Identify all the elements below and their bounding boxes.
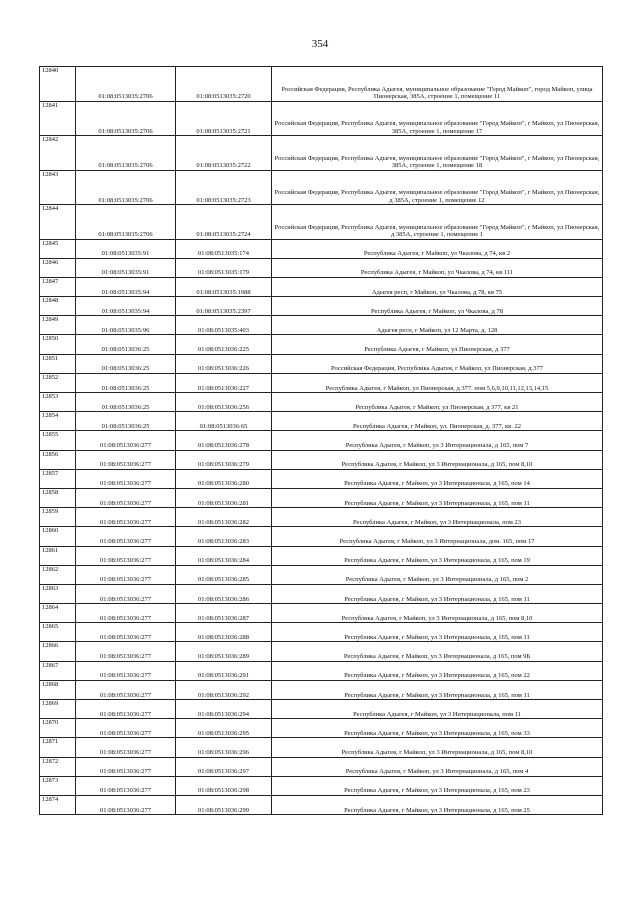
cadastral-number-cell: 01:08:0513036:284 (176, 546, 272, 565)
cadastral-number-cell: 01:08:0513036:289 (176, 642, 272, 661)
table-row (40, 431, 603, 450)
address-cell: Российская Федерация, Республика Адыгея, муниципальное образование "Город Майкоп", г Майкоп, ул Пионерская, 385А, строение 1, помещение 17 (272, 101, 603, 136)
parent-cadastral-number-cell: 01:08:0513036:277 (76, 527, 176, 546)
row-number-cell: 12872 (40, 757, 76, 776)
table-row (40, 488, 603, 507)
table-row (40, 450, 603, 469)
row-number-cell: 12849 (40, 316, 76, 335)
row-number-cell: 12847 (40, 277, 76, 296)
table-row (40, 277, 603, 296)
address-cell: Республика Адыгея, г Майкоп, ул Пионерская, д 377. пом 5,6,9,10,11,12,13,14,15 (272, 373, 603, 392)
address-cell: Республика Адыгея, г Майкоп, ул Чкалова, д 78 (272, 297, 603, 316)
cadastral-number-cell: 01:08:0513036:226 (176, 354, 272, 373)
cadastral-table (39, 66, 603, 815)
row-number-cell: 12857 (40, 469, 76, 488)
address-cell: Республика Адыгея, г Майкоп, ул 3 Интернационала, д 165, пом 9Б (272, 642, 603, 661)
parent-cadastral-number-cell: 01:08:0513036:25 (76, 335, 176, 354)
parent-cadastral-number-cell: 01:08:0513036:277 (76, 431, 176, 450)
cadastral-number-cell: 01:08:0513035:2720 (176, 67, 272, 102)
cadastral-number-cell: 01:08:0513036:227 (176, 373, 272, 392)
parent-cadastral-number-cell: 01:08:0513036:277 (76, 508, 176, 527)
parent-cadastral-number-cell: 01:08:0513036:277 (76, 604, 176, 623)
row-number-cell: 12848 (40, 297, 76, 316)
parent-cadastral-number-cell: 01:08:0513035:91 (76, 258, 176, 277)
row-number-cell: 12862 (40, 565, 76, 584)
cadastral-number-cell: 01:08:0513035:2722 (176, 136, 272, 171)
cadastral-number-cell: 01:08:0513035:2721 (176, 101, 272, 136)
address-cell: Республика Адыгея, г Майкоп, ул 3 Интернационала, д 165, пом 11 (272, 623, 603, 642)
cadastral-number-cell: 01:08:0513035:2724 (176, 205, 272, 240)
table-row (40, 757, 603, 776)
parent-cadastral-number-cell: 01:08:0513035:2706 (76, 205, 176, 240)
address-cell: Республика Адыгея, г Майкоп, ул 3 Интернационала, д 165, пом 8,10 (272, 738, 603, 757)
parent-cadastral-number-cell: 01:08:0513036:277 (76, 700, 176, 719)
cadastral-number-cell: 01:08:0513036:280 (176, 469, 272, 488)
row-number-cell: 12845 (40, 239, 76, 258)
row-number-cell: 12865 (40, 623, 76, 642)
parent-cadastral-number-cell: 01:08:0513036:277 (76, 623, 176, 642)
parent-cadastral-number-cell: 01:08:0513036:277 (76, 642, 176, 661)
table-row (40, 101, 603, 136)
table-row (40, 700, 603, 719)
cadastral-number-cell: 01:08:0513036:297 (176, 757, 272, 776)
parent-cadastral-number-cell: 01:08:0513036:277 (76, 795, 176, 814)
table-row (40, 469, 603, 488)
row-number-cell: 12859 (40, 508, 76, 527)
address-cell: Адыгея респ, г Майкоп, ул 12 Марта, д. 128 (272, 316, 603, 335)
table-row (40, 642, 603, 661)
cadastral-number-cell: 01:08:0513036:292 (176, 680, 272, 699)
table-row (40, 527, 603, 546)
table-row (40, 776, 603, 795)
row-number-cell: 12868 (40, 680, 76, 699)
row-number-cell: 12863 (40, 584, 76, 603)
cadastral-number-cell: 01:08:0513036:225 (176, 335, 272, 354)
row-number-cell: 12858 (40, 488, 76, 507)
cadastral-number-cell: 01:08:0513036:296 (176, 738, 272, 757)
table-row (40, 170, 603, 205)
table-row (40, 680, 603, 699)
row-number-cell: 12856 (40, 450, 76, 469)
row-number-cell: 12846 (40, 258, 76, 277)
parent-cadastral-number-cell: 01:08:0513036:25 (76, 354, 176, 373)
cadastral-number-cell: 01:08:0513036:288 (176, 623, 272, 642)
table-row (40, 604, 603, 623)
table-row (40, 795, 603, 814)
address-cell: Республика Адыгея, г Майкоп, ул 3 Интернационала, д 165, пом 8,10 (272, 450, 603, 469)
table-row (40, 719, 603, 738)
table-row (40, 373, 603, 392)
parent-cadastral-number-cell: 01:08:0513036:277 (76, 565, 176, 584)
parent-cadastral-number-cell: 01:08:0513036:277 (76, 757, 176, 776)
table-row (40, 335, 603, 354)
address-cell: Республика Адыгея, г Майкоп, ул 3 Интернационала, д 165, пом 4 (272, 757, 603, 776)
cadastral-number-cell: 01:08:0513036:283 (176, 527, 272, 546)
parent-cadastral-number-cell: 01:08:0513036:277 (76, 738, 176, 757)
address-cell: Республика Адыгея, г Майкоп, ул 3 Интернационала, д 165, пом 22 (272, 661, 603, 680)
row-number-cell: 12866 (40, 642, 76, 661)
table-row (40, 738, 603, 757)
parent-cadastral-number-cell: 01:08:0513036:25 (76, 373, 176, 392)
cadastral-number-cell: 01:08:0513035:179 (176, 258, 272, 277)
address-cell: Республика Адыгея, г Майкоп, ул Чкалова, д 74, кв 111 (272, 258, 603, 277)
table-row (40, 623, 603, 642)
cadastral-number-cell: 01:08:0513036:256 (176, 393, 272, 412)
address-cell: Республика Адыгея, г Майкоп, ул 3 Интернационала, д 165, пом 33 (272, 719, 603, 738)
table-body (40, 67, 603, 815)
address-cell: Республика Адыгея, г Майкоп, ул 3 Интернационала, д 165, пом 11 (272, 680, 603, 699)
parent-cadastral-number-cell: 01:08:0513035:96 (76, 316, 176, 335)
row-number-cell: 12841 (40, 101, 76, 136)
cadastral-number-cell: 01:08:0513036:279 (176, 450, 272, 469)
address-cell: Республика Адыгея, г Майкоп, ул 3 Интернационала, д 165, пом 25 (272, 795, 603, 814)
row-number-cell: 12843 (40, 170, 76, 205)
table-row (40, 661, 603, 680)
cadastral-number-cell: 01:08:0513036:299 (176, 795, 272, 814)
row-number-cell: 12840 (40, 67, 76, 102)
parent-cadastral-number-cell: 01:08:0513036:277 (76, 776, 176, 795)
table-row (40, 354, 603, 373)
address-cell: Российская Федерация, Республика Адыгея, муниципальное образование "Город Майкоп", город Майкоп, улица Пионерская, 385А, строение 1, помещение 11 (272, 67, 603, 102)
cadastral-number-cell: 01:08:0513036:65 (176, 412, 272, 431)
address-cell: Республика Адыгея, г Майкоп, ул 3 Интернационала, д 165, пом 7 (272, 431, 603, 450)
address-cell: Республика Адыгея, г Майкоп, ул. Пионерская, д. 377, кв. 22 (272, 412, 603, 431)
cadastral-number-cell: 01:08:0513035:2397 (176, 297, 272, 316)
cadastral-number-cell: 01:08:0513036:294 (176, 700, 272, 719)
parent-cadastral-number-cell: 01:08:0513035:2706 (76, 170, 176, 205)
table-row (40, 316, 603, 335)
parent-cadastral-number-cell: 01:08:0513035:2706 (76, 67, 176, 102)
address-cell: Республика Адыгея, г Майкоп, ул 3 Интернационала, пом 11 (272, 700, 603, 719)
table-row (40, 565, 603, 584)
cadastral-number-cell: 01:08:0513036:287 (176, 604, 272, 623)
row-number-cell: 12867 (40, 661, 76, 680)
address-cell: Республика Адыгея, г Майкоп, ул 3 Интернационала, д 165, пом 11 (272, 584, 603, 603)
cadastral-number-cell: 01:08:0513035:1988 (176, 277, 272, 296)
row-number-cell: 12855 (40, 431, 76, 450)
page-number: 354 (311, 38, 329, 50)
table-row (40, 584, 603, 603)
address-cell: Республика Адыгея, г Майкоп, ул 3 Интернационала, пом 23 (272, 508, 603, 527)
parent-cadastral-number-cell: 01:08:0513035:94 (76, 297, 176, 316)
row-number-cell: 12871 (40, 738, 76, 757)
row-number-cell: 12852 (40, 373, 76, 392)
address-cell: Российская Федерация, Республика Адыгея, муниципальное образование "Город Майкоп", г Майкоп, ул Пионерская, д 385А, строение 1, помещение 12 (272, 170, 603, 205)
cadastral-number-cell: 01:08:0513036:291 (176, 661, 272, 680)
row-number-cell: 12874 (40, 795, 76, 814)
cadastral-number-cell: 01:08:0513036:298 (176, 776, 272, 795)
row-number-cell: 12861 (40, 546, 76, 565)
row-number-cell: 12864 (40, 604, 76, 623)
parent-cadastral-number-cell: 01:08:0513036:277 (76, 584, 176, 603)
address-cell: Республика Адыгея, г Майкоп, ул 3 Интернационала, дом. 165, пом 17 (272, 527, 603, 546)
address-cell: Адыгея респ, г Майкоп, ул Чкалова, д 78, кв 75 (272, 277, 603, 296)
parent-cadastral-number-cell: 01:08:0513036:277 (76, 488, 176, 507)
table-row (40, 205, 603, 240)
parent-cadastral-number-cell: 01:08:0513036:25 (76, 412, 176, 431)
parent-cadastral-number-cell: 01:08:0513035:94 (76, 277, 176, 296)
row-number-cell: 12842 (40, 136, 76, 171)
address-cell: Республика Адыгея, г Майкоп, ул 3 Интернационала, д 165, пом 2 (272, 565, 603, 584)
row-number-cell: 12854 (40, 412, 76, 431)
address-cell: Российская Федерация, Республика Адыгея, муниципальное образование "Город Майкоп", г Майкоп, ул Пионерская, 385А, строение 1, помещение 18 (272, 136, 603, 171)
parent-cadastral-number-cell: 01:08:0513036:277 (76, 719, 176, 738)
parent-cadastral-number-cell: 01:08:0513036:277 (76, 661, 176, 680)
row-number-cell: 12869 (40, 700, 76, 719)
table-row (40, 297, 603, 316)
cadastral-number-cell: 01:08:0513036:281 (176, 488, 272, 507)
cadastral-number-cell: 01:08:0513036:295 (176, 719, 272, 738)
row-number-cell: 12851 (40, 354, 76, 373)
address-cell: Республика Адыгея, г Майкоп, ул Чкалова, д 74, кв 2 (272, 239, 603, 258)
row-number-cell: 12844 (40, 205, 76, 240)
cadastral-number-cell: 01:08:0513035:174 (176, 239, 272, 258)
table-row (40, 412, 603, 431)
row-number-cell: 12853 (40, 393, 76, 412)
cadastral-number-cell: 01:08:0513036:278 (176, 431, 272, 450)
address-cell: Республика Адыгея, г Майкоп, ул 3 Интернационала, д 165, пом 14 (272, 469, 603, 488)
address-cell: Российская Федерация, Республика Адыгея, г Майкоп, ул Пионерская, д.377 (272, 354, 603, 373)
cadastral-number-cell: 01:08:0513036:285 (176, 565, 272, 584)
parent-cadastral-number-cell: 01:08:0513036:277 (76, 680, 176, 699)
parent-cadastral-number-cell: 01:08:0513035:2706 (76, 136, 176, 171)
cadastral-number-cell: 01:08:0513035:403 (176, 316, 272, 335)
address-cell: Республика Адыгея, г Майкоп, ул 3 Интернационала, д 165, пом 19 (272, 546, 603, 565)
table-row (40, 508, 603, 527)
table-row (40, 239, 603, 258)
parent-cadastral-number-cell: 01:08:0513035:2706 (76, 101, 176, 136)
table-row (40, 258, 603, 277)
parent-cadastral-number-cell: 01:08:0513036:277 (76, 450, 176, 469)
address-cell: Республика Адыгея, г Майкоп, ул 3 Интернационала, д 165, пом 8,10 (272, 604, 603, 623)
table-row (40, 393, 603, 412)
address-cell: Российская Федерация, Республика Адыгея, муниципальное образование "Город Майкоп", г Майкоп, ул Пионерская, д 385А, строение 1, помещение 1 (272, 205, 603, 240)
address-cell: Республика Адыгея, г Майкоп, ул 3 Интернационала, д 165, пом 23 (272, 776, 603, 795)
table-row (40, 67, 603, 102)
row-number-cell: 12870 (40, 719, 76, 738)
table-row (40, 546, 603, 565)
parent-cadastral-number-cell: 01:08:0513036:25 (76, 393, 176, 412)
parent-cadastral-number-cell: 01:08:0513036:277 (76, 546, 176, 565)
cadastral-number-cell: 01:08:0513036:286 (176, 584, 272, 603)
address-cell: Республика Адыгея, г Майкоп, ул Пионерская, д 377, кв 21 (272, 393, 603, 412)
table-row (40, 136, 603, 171)
parent-cadastral-number-cell: 01:08:0513036:277 (76, 469, 176, 488)
address-cell: Республика Адыгея, г Майкоп, ул Пионерская, д 377 (272, 335, 603, 354)
cadastral-number-cell: 01:08:0513036:282 (176, 508, 272, 527)
row-number-cell: 12860 (40, 527, 76, 546)
row-number-cell: 12873 (40, 776, 76, 795)
cadastral-number-cell: 01:08:0513035:2723 (176, 170, 272, 205)
address-cell: Республика Адыгея, г Майкоп, ул 3 Интернационала, д 165, пом 11 (272, 488, 603, 507)
parent-cadastral-number-cell: 01:08:0513035:91 (76, 239, 176, 258)
row-number-cell: 12850 (40, 335, 76, 354)
